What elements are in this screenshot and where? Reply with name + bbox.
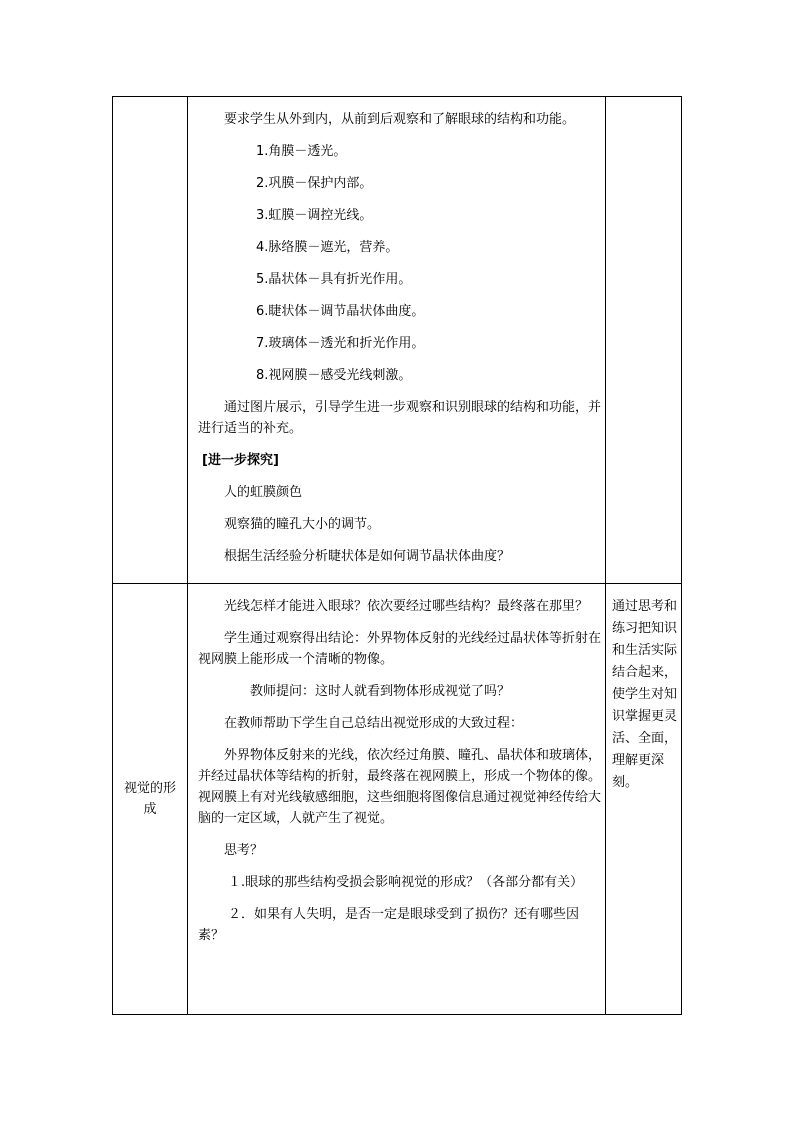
observation-intro: 要求学生从外到内，从前到后观察和了解眼球的结构和功能。 <box>224 112 576 127</box>
further-item: 人的虹膜颜色 <box>224 485 303 500</box>
further-item: 观察猫的瞳孔大小的调节。 <box>224 517 381 532</box>
section-title: 视觉的形成 <box>113 584 188 1015</box>
list-item: 6.睫状体－调节晶状体曲度。 <box>256 304 425 319</box>
observation-content-cell <box>188 97 606 584</box>
vision-conclusion: 学生通过观察得出结论：外界物体反射的光线经过晶状体等折射在视网膜上能形成一个清晰的物像。 <box>198 631 602 667</box>
further-item: 根据生活经验分析睫状体是如何调节晶状体曲度？ <box>224 549 511 564</box>
purpose-cell-empty <box>606 97 682 584</box>
vision-summary-intro: 在教师帮助下学生自己总结出视觉形成的大致过程： <box>224 716 524 731</box>
teaching-purpose: 通过思考和练习把知识和生活实际结合起来，使学生对知识掌握更灵活、全面，理解更深刻。 <box>606 584 682 1015</box>
further-inquiry-heading: [进一步探究] <box>202 453 279 468</box>
table-row-observation <box>113 97 682 584</box>
observation-guide: 通过图片展示，引导学生进一步观察和识别眼球的结构和功能，并进行适当的补充。 <box>198 400 602 436</box>
list-item: 4.脉络膜－遮光，营养。 <box>256 240 399 255</box>
lesson-plan-table <box>112 96 682 1015</box>
think-heading: 思考？ <box>224 843 264 858</box>
think-question: １.眼球的那些结构受损会影响视觉的形成？（各部分都有关） <box>228 875 584 890</box>
vision-process: 外界物体反射来的光线，依次经过角膜、瞳孔、晶状体和玻璃体，并经过晶状体等结构的折射，最终落在视网膜上，形成一个物体的像。视网膜上有对光线敏感细胞，这些细胞将图像信息通过视觉神经传给大脑的一定区域，人就产生了视觉。 <box>198 748 602 826</box>
list-item: 3.虹膜－调控光线。 <box>256 208 373 223</box>
vision-content-cell <box>188 584 606 1015</box>
vision-question: 光线怎样才能进入眼球？依次要经过哪些结构？最终落在那里？ <box>224 599 589 614</box>
list-item: 7.玻璃体－透光和折光作用。 <box>256 336 425 351</box>
list-item: 8.视网膜－感受光线刺激。 <box>256 368 412 383</box>
teacher-question: 教师提问：这时人就看到物体形成视觉了吗？ <box>250 684 511 699</box>
list-item: 1.角膜－透光。 <box>256 144 347 159</box>
list-item: 2.巩膜－保护内部。 <box>256 176 373 191</box>
list-item: 5.晶状体－具有折光作用。 <box>256 272 412 287</box>
think-question: ２．如果有人失明，是否一定是眼球受到了损伤？还有哪些因素？ <box>198 907 580 943</box>
table-row-vision <box>113 584 682 1015</box>
section-cell-empty <box>113 97 188 584</box>
